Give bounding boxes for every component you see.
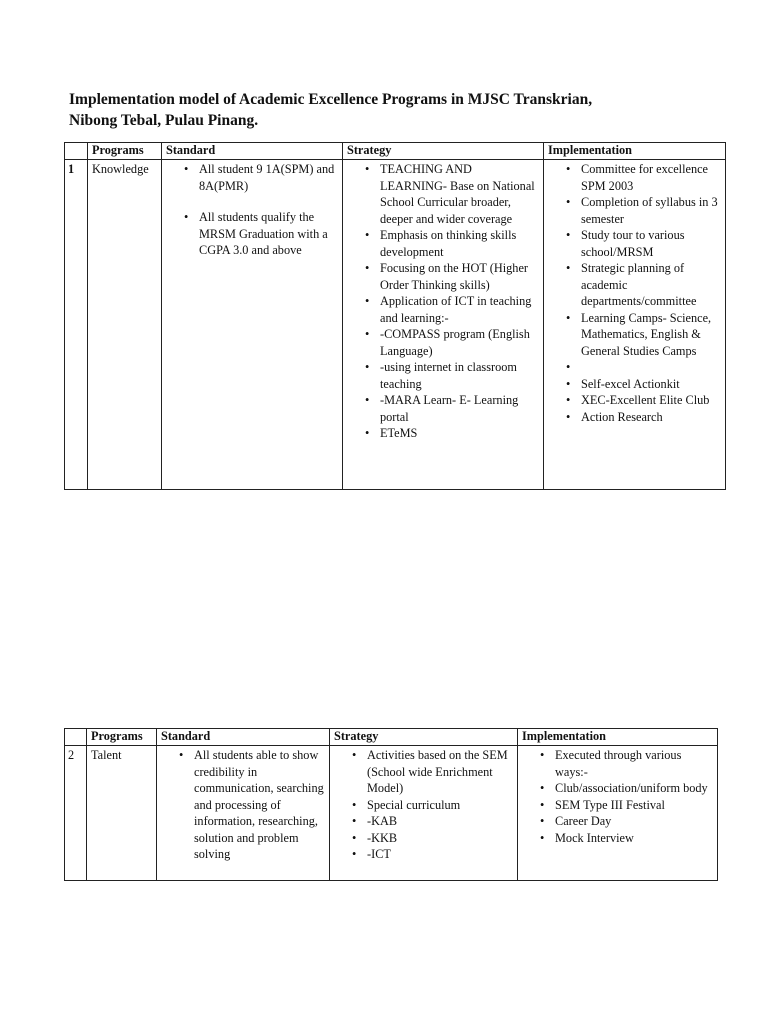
- list-item: • Learning Camps- Science, Mathematics, English & General Studies Camps: [581, 310, 721, 360]
- row-number: 2: [65, 746, 87, 881]
- knowledge-program-table: [64, 142, 726, 490]
- list-item: • Self-excel Actionkit: [581, 376, 721, 393]
- list-item: • Focusing on the HOT (Higher Order Thinking skills): [380, 260, 539, 293]
- list-item: • -KAB: [367, 813, 513, 830]
- list-item: • All student 9 1A(SPM) and 8A(PMR): [199, 161, 338, 194]
- implementation-cell: [518, 746, 718, 881]
- list-item: • Emphasis on thinking skills development: [380, 227, 539, 260]
- list-item: • Executed through various ways:-: [555, 747, 713, 780]
- list-item: • -using internet in classroom teaching: [380, 359, 539, 392]
- strategy-cell: [343, 160, 544, 490]
- list-item: • Career Day: [555, 813, 713, 830]
- list-item: • XEC-Excellent Elite Club: [581, 392, 721, 409]
- list-item: • Completion of syllabus in 3 semester: [581, 194, 721, 227]
- header-number: [65, 729, 87, 746]
- list-item: • Application of ICT in teaching and learning:-: [380, 293, 539, 326]
- list-item: • ETeMS: [380, 425, 539, 442]
- header-strategy: Strategy: [343, 143, 544, 160]
- document-title: [69, 89, 729, 131]
- header-strategy: Strategy: [330, 729, 518, 746]
- header-implementation: Implementation: [518, 729, 718, 746]
- row-number: 1: [65, 160, 88, 490]
- list-item: • Club/association/uniform body: [555, 780, 713, 797]
- header-standard: Standard: [162, 143, 343, 160]
- program-name: Talent: [87, 746, 157, 881]
- implementation-cell: [544, 160, 726, 490]
- empty-list-item: [581, 359, 721, 376]
- list-item: • All students qualify the MRSM Graduation with a CGPA 3.0 and above: [199, 209, 338, 259]
- title-line-2: Nibong Tebal, Pulau Pinang.: [69, 112, 259, 129]
- list-item: • -COMPASS program (English Language): [380, 326, 539, 359]
- list-item: • -ICT: [367, 846, 513, 863]
- list-item: • Action Research: [581, 409, 721, 426]
- list-item: • -KKB: [367, 830, 513, 847]
- table-header-row: [65, 143, 726, 160]
- list-item: • -MARA Learn- E- Learning portal: [380, 392, 539, 425]
- list-item: • TEACHING AND LEARNING- Base on National School Curricular broader, deeper and wider coverage: [380, 161, 539, 227]
- strategy-cell: [330, 746, 518, 881]
- header-standard: Standard: [157, 729, 330, 746]
- list-item: • SEM Type III Festival: [555, 797, 713, 814]
- list-item: • Activities based on the SEM (School wide Enrichment Model): [367, 747, 513, 797]
- header-number: [65, 143, 88, 160]
- table-header-row: [65, 729, 718, 746]
- list-item: • Mock Interview: [555, 830, 713, 847]
- title-line-1: Implementation model of Academic Excellence Programs in MJSC Transkrian,: [69, 91, 593, 108]
- program-name: Knowledge: [88, 160, 162, 490]
- list-item: • Special curriculum: [367, 797, 513, 814]
- table-row: [65, 746, 718, 881]
- list-item: • Strategic planning of academic departments/committee: [581, 260, 721, 310]
- header-programs: Programs: [87, 729, 157, 746]
- standard-cell: [162, 160, 343, 490]
- header-programs: Programs: [88, 143, 162, 160]
- list-item: • All students able to show credibility in communication, searching and processing of information, researching, solution and problem solving: [194, 747, 325, 863]
- standard-cell: [157, 746, 330, 881]
- talent-program-table: [64, 728, 718, 881]
- list-item: • Study tour to various school/MRSM: [581, 227, 721, 260]
- header-implementation: Implementation: [544, 143, 726, 160]
- table-row: [65, 160, 726, 490]
- list-item: • Committee for excellence SPM 2003: [581, 161, 721, 194]
